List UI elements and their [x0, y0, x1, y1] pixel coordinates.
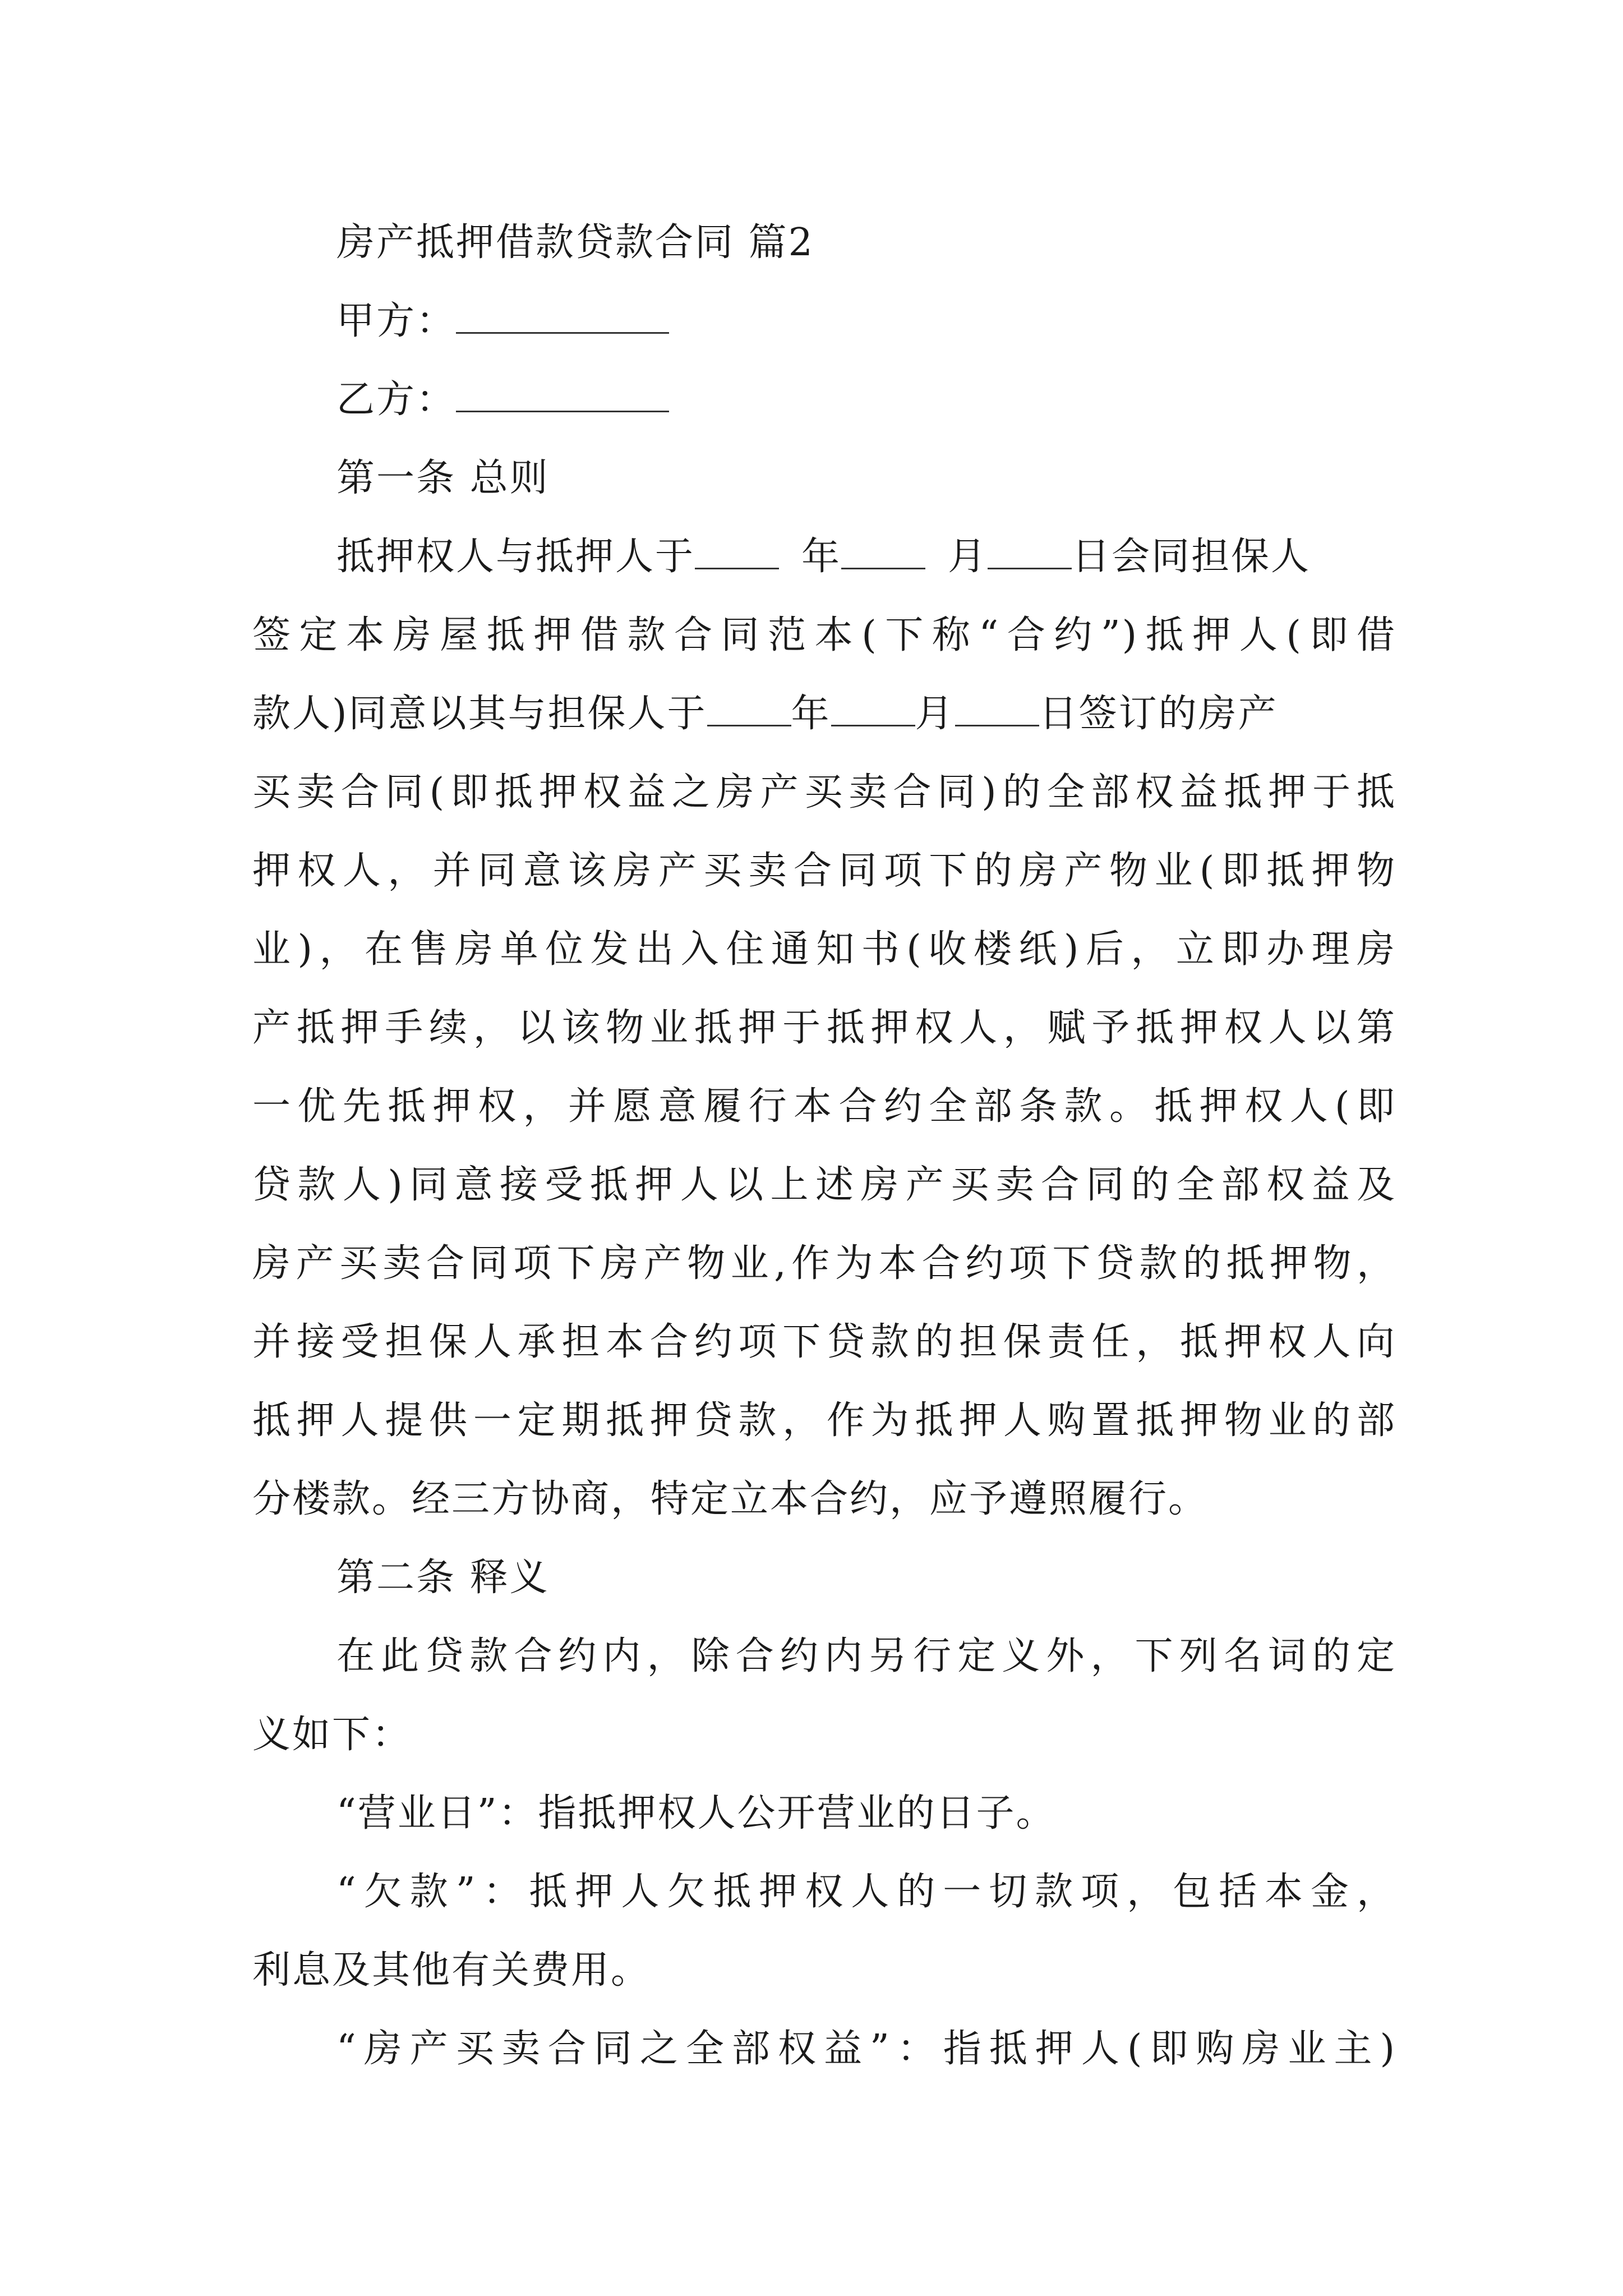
text-segment: 日会同担保人 [1072, 535, 1311, 579]
definition-business-day: “营业日”：指抵押权人公开营业的日子。 [336, 1791, 1056, 1835]
paragraph1-line3 [252, 689, 1396, 739]
party-a-line [336, 296, 1481, 347]
text-segment: 抵押权人与抵押人于 [336, 535, 695, 579]
paragraph1-line8: 一优先抵押权，并愿意履行本合约全部条款。抵押权人(即 [252, 1084, 1396, 1129]
day-blank [988, 533, 1072, 569]
month-blank [831, 690, 915, 726]
paragraph1-line7: 产抵押手续，以该物业抵押于抵押权人，赋予抵押权人以第 [252, 1006, 1396, 1050]
text-segment: 款人)同意以其与担保人于 [252, 692, 707, 736]
text-segment: 月 [915, 692, 955, 736]
article2-heading: 第二条 释义 [336, 1556, 550, 1600]
day-blank [955, 690, 1039, 726]
paragraph1-line5: 押权人，并同意该房产买卖合同项下的房产物业(即抵押物 [252, 849, 1396, 893]
paragraph1-line12: 抵押人提供一定期抵押贷款，作为抵押人购置抵押物业的部 [252, 1398, 1396, 1443]
text-segment: 日签订的房产 [1039, 692, 1278, 736]
definition-debt-line2: 利息及其他有关费用。 [252, 1948, 651, 1993]
party-b-label: 乙方： [336, 378, 457, 422]
definition-debt-line1: “欠款”：抵押人欠抵押权人的一切款项，包括本金， [336, 1870, 1396, 1914]
text-segment: 年 [801, 535, 842, 579]
party-a-label: 甲方： [336, 299, 457, 343]
document-title: 房产抵押借款贷款合同 篇2 [336, 220, 814, 265]
paragraph1-line2: 签定本房屋抵押借款合同范本(下称“合约”)抵押人(即借 [252, 613, 1396, 657]
text-segment: 月 [948, 535, 988, 579]
paragraph1-line4: 买卖合同(即抵押权益之房产买卖合同)的全部权益抵押于抵 [252, 770, 1396, 815]
text-segment: 年 [791, 692, 831, 736]
definition-rights-line1: “房产买卖合同之全部权益”：指抵押人(即购房业主) [336, 2027, 1396, 2071]
paragraph1-line1 [336, 532, 1396, 582]
year-blank [695, 533, 779, 569]
year-blank [707, 690, 791, 726]
article1-heading: 第一条 总则 [336, 456, 550, 500]
paragraph1-line10: 房产买卖合同项下房产物业,作为本合约项下贷款的抵押物， [252, 1241, 1396, 1286]
paragraph2-line1: 在此贷款合约内，除合约内另行定义外，下列名词的定 [336, 1634, 1396, 1678]
paragraph1-line11: 并接受担保人承担本合约项下贷款的担保责任，抵押权人向 [252, 1320, 1396, 1364]
paragraph1-line6: 业)，在售房单位发出入住通知书(收楼纸)后，立即办理房 [252, 927, 1396, 972]
month-blank [841, 533, 925, 569]
party-b-blank [456, 376, 669, 412]
paragraph1-line13: 分楼款。经三方协商，特定立本合约，应予遵照履行。 [252, 1477, 1209, 1521]
paragraph2-line2: 义如下： [252, 1713, 412, 1757]
party-a-blank [456, 297, 669, 334]
party-b-line [336, 375, 1481, 425]
paragraph1-line9: 贷款人)同意接受抵押人以上述房产买卖合同的全部权益及 [252, 1163, 1396, 1207]
